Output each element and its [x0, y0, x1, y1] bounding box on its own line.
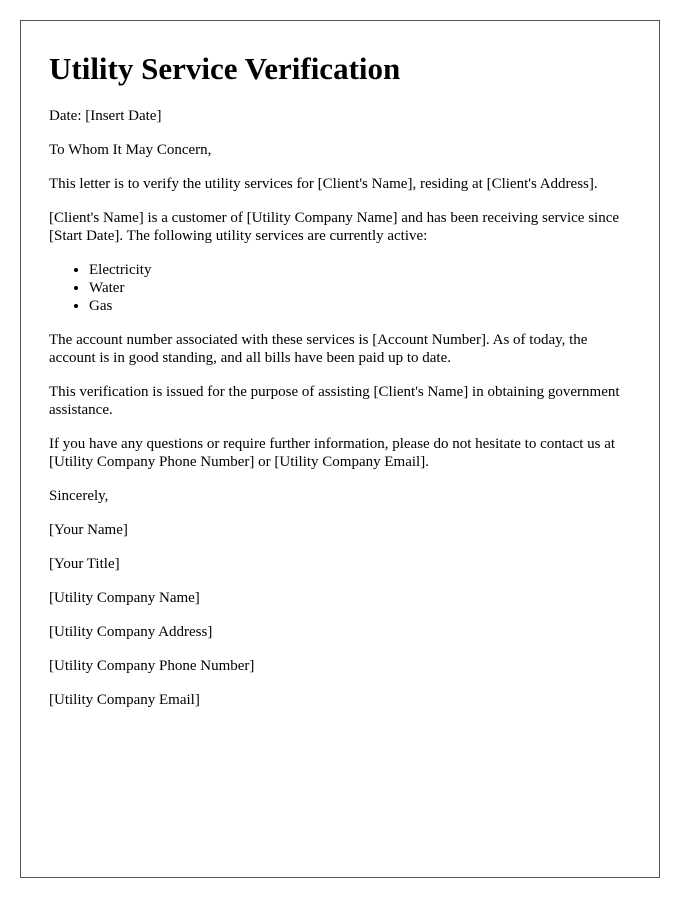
letter-page	[20, 20, 660, 878]
closing: Sincerely,	[49, 488, 109, 504]
signature-address: [Utility Company Address]	[49, 624, 213, 640]
account-paragraph: The account number associated with these services is [Account Number]. As of today, the account is in good standing, and all bills have been paid up to date.	[49, 332, 588, 366]
signature-phone: [Utility Company Phone Number]	[49, 658, 255, 674]
signature-company: [Utility Company Name]	[49, 590, 200, 606]
signature-email: [Utility Company Email]	[49, 692, 200, 708]
contact-paragraph: If you have any questions or require further information, please do not hesitate to contact us at [Utility Company Phone Number] or [Utility Company Email].	[49, 436, 616, 470]
service-item-water: • Water	[89, 279, 635, 297]
letter-body	[49, 49, 635, 725]
signature-name: [Your Name]	[49, 522, 128, 538]
service-item-electricity: • Electricity	[89, 261, 635, 279]
date-line: Date: [Insert Date]	[49, 108, 162, 124]
verification-paragraph: This letter is to verify the utility services for [Client's Name], residing at [Client's Address].	[49, 176, 598, 192]
customer-paragraph: [Client's Name] is a customer of [Utility Company Name] and has been receiving service since [Start Date]. The following utility services are currently active:	[49, 210, 620, 244]
signature-title: [Your Title]	[49, 556, 120, 572]
salutation: To Whom It May Concern,	[49, 142, 212, 158]
services-list	[49, 261, 635, 315]
purpose-paragraph: This verification is issued for the purpose of assisting [Client's Name] in obtaining government assistance.	[49, 384, 620, 418]
service-item-gas: • Gas	[89, 297, 635, 315]
document-title: Utility Service Verification	[49, 51, 401, 86]
